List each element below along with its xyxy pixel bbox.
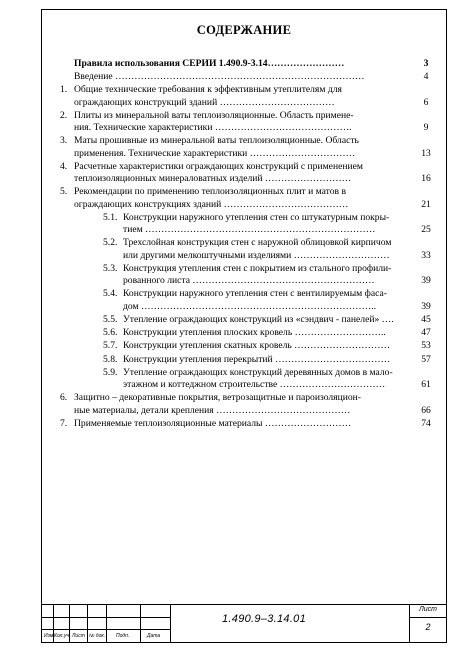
- toc-page-number: 6: [423, 96, 429, 108]
- toc-text: Плиты из минеральной ваты теплоизоляционные. Область примене-: [74, 109, 354, 121]
- stamp-label-podp: Подп.: [116, 633, 130, 639]
- toc-text: Применяемые теплоизоляционные материалы ………………………: [74, 417, 352, 429]
- toc-page-number: 4: [423, 71, 429, 83]
- toc-page-number: 21: [421, 198, 431, 210]
- document-code: 1.490.9–3.14.01: [222, 613, 307, 625]
- toc-text: Конструкции утепления плоских кровель ………………………..: [123, 327, 386, 339]
- sheet-label: Лист: [418, 606, 438, 613]
- toc-number: 5.9.: [103, 366, 118, 378]
- title-block-stamp: [42, 604, 446, 642]
- toc-page-number: 16: [421, 173, 431, 185]
- stamp-label-izm: Изм.: [44, 633, 55, 639]
- toc-text: Трехслойная конструкция стен с наружной облицовкой кирпичом: [123, 237, 392, 249]
- toc-text: Конструкции наружного утепления стен с вентилируемым фаса-: [123, 288, 387, 300]
- toc-text: этажном и коттеджном строительстве ……………………………: [123, 379, 386, 390]
- toc-number: 2.: [60, 109, 68, 121]
- toc-page-number: 39: [421, 275, 431, 287]
- toc-text: Расчетные характеристики ограждающих конструкций с применением: [74, 160, 363, 172]
- toc-text: ограждающих конструкциях зданий …………………………………: [74, 198, 349, 210]
- toc-text: применения. Технические характеристики ……………………………: [74, 147, 356, 159]
- toc-page-number: 57: [421, 353, 431, 365]
- toc-page-number: 39: [421, 300, 431, 312]
- toc-number: 5.2.: [103, 237, 118, 249]
- toc-text: Утепление ограждающих конструкций из «сэндвич - панелей» ….: [123, 313, 394, 325]
- toc-text: Общие технические требования к эффективным утеплителям для: [74, 84, 342, 96]
- toc-page-number: 61: [421, 379, 431, 390]
- toc-number: 5.1.: [103, 211, 118, 223]
- toc-text: Маты прошивные из минеральной ваты теплоизоляционные. Область: [74, 135, 359, 147]
- stamp-label-kol: Кол.уч.: [54, 633, 71, 639]
- toc-text: теплоизоляционных минераловатных изделий ………………………: [74, 173, 352, 185]
- toc-number: 5.8.: [103, 353, 118, 365]
- toc-text: дом ………………………………………………………………..: [123, 300, 377, 312]
- toc-page-number: 9: [423, 122, 429, 134]
- page-title: СОДЕРЖАНИЕ: [196, 23, 292, 37]
- toc-number: 3.: [60, 135, 68, 147]
- toc-page-number: 13: [421, 147, 431, 159]
- toc-number: 4.: [60, 160, 68, 172]
- toc-number: 5.: [60, 186, 68, 198]
- toc-text: Защитно – декоративные покрытия, ветрозащитные и пароизоляцион-: [74, 392, 361, 404]
- toc-text: тием ………………………………………………………………: [123, 224, 376, 236]
- toc-text: рованного листа …………………………………………………: [123, 275, 375, 287]
- toc-number: 5.5.: [103, 313, 118, 325]
- toc-text: ния. Технические характеристики …………………………………….: [74, 122, 352, 134]
- toc-page-number: 66: [421, 404, 431, 416]
- page-frame: [41, 9, 447, 643]
- toc-text: Конструкция утепления стен с покрытием из стального профили-: [123, 262, 392, 274]
- stamp-label-doc: № док.: [89, 633, 106, 639]
- toc-page-number: 25: [421, 224, 431, 236]
- toc-page-number: 53: [421, 340, 431, 352]
- toc-text: или другими мелкоштучными изделиями …………………………: [123, 249, 390, 261]
- toc-text: Утепление ограждающих конструкций деревянных домов в мало-: [123, 366, 393, 378]
- toc-number: 1.: [60, 84, 68, 96]
- toc-number: 6.: [60, 392, 68, 404]
- sheet-number: 2: [425, 622, 431, 632]
- toc-text: Введение ……………………………………………………………………: [74, 71, 365, 83]
- toc-number: 7.: [60, 417, 68, 429]
- toc-number: 5.7.: [103, 340, 118, 352]
- toc-page-number: 45: [421, 313, 431, 325]
- toc-number: 5.6.: [103, 327, 118, 339]
- toc-text: ные материалы, детали крепления ……………………………………: [74, 404, 351, 416]
- toc-text: Конструкции утепления скатных кровель …………………………: [123, 340, 391, 352]
- toc-page-number: 74: [421, 417, 431, 429]
- toc-text: ограждающих конструкций зданий ………………………………: [74, 96, 335, 108]
- toc-text: Конструкции утепления перекрытий ………………………………: [123, 353, 391, 365]
- toc-page-number: 33: [421, 249, 431, 261]
- stamp-label-list: Лист: [72, 633, 85, 639]
- toc-page-number: 3: [423, 58, 429, 69]
- toc-text: Рекомендации по применению теплоизоляционных плит и матов в: [74, 186, 347, 198]
- toc-text: Конструкции наружного утепления стен со штукатурным покры-: [123, 211, 390, 223]
- toc-number: 5.4.: [103, 288, 118, 300]
- toc-page-number: 47: [421, 327, 431, 339]
- toc-text: Правила использования СЕРИИ 1.490.9-3.14……………………: [74, 58, 345, 69]
- toc-number: 5.3.: [103, 262, 118, 274]
- stamp-label-data: Дата: [147, 633, 161, 639]
